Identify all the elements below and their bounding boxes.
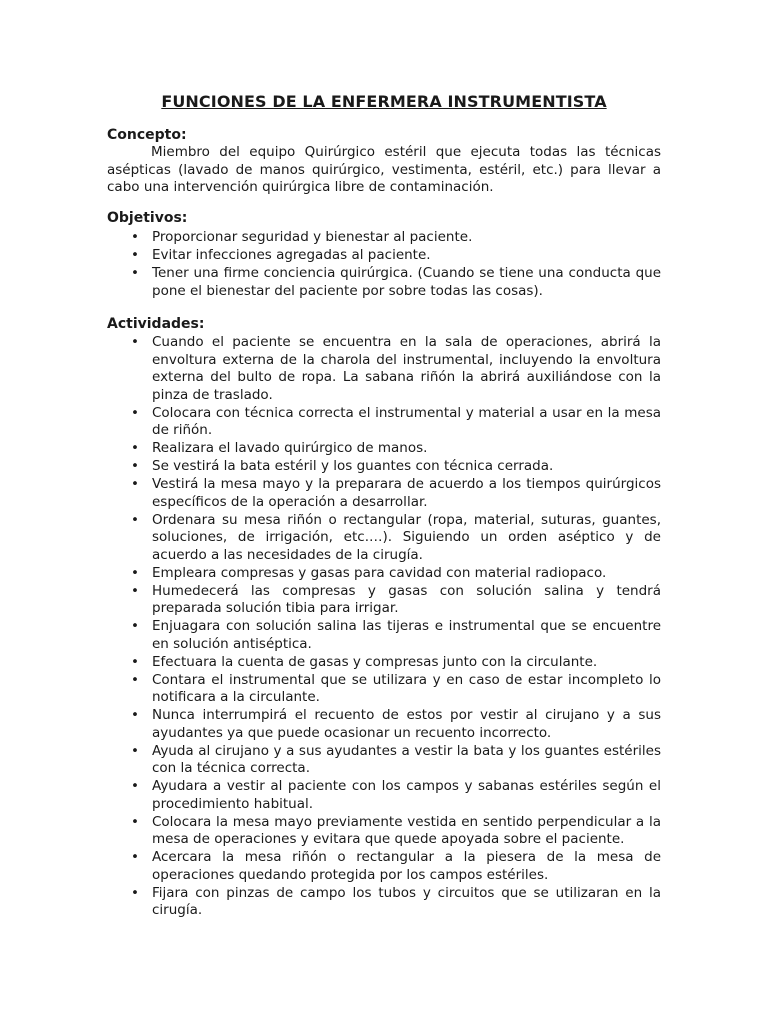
actividades-list bbox=[107, 334, 661, 920]
document-title: FUNCIONES DE LA ENFERMERA INSTRUMENTISTA bbox=[161, 92, 607, 111]
list-item: • Fijara con pinzas de campo los tubos y circuitos que se utilizaran en la cirugía. bbox=[107, 885, 661, 920]
list-item: • Efectuara la cuenta de gasas y compresas junto con la circulante. bbox=[107, 654, 661, 672]
list-item: • Humedecerá las compresas y gasas con solución salina y tendrá preparada solución tibia para irrigar. bbox=[107, 583, 661, 618]
list-item: • Ordenara su mesa riñón o rectangular (ropa, material, suturas, guantes, soluciones, de irrigación, etc.…). Siguiendo un orden aséptico y de acuerdo a las necesidades de la cirugía. bbox=[107, 512, 661, 565]
list-item: • Se vestirá la bata estéril y los guantes con técnica cerrada. bbox=[107, 458, 661, 476]
list-item: • Ayuda al cirujano y a sus ayudantes a vestir la bata y los guantes estériles con la técnica correcta. bbox=[107, 743, 661, 778]
list-item: • Contara el instrumental que se utilizara y en caso de estar incompleto lo notificara a la circulante. bbox=[107, 672, 661, 707]
list-item: • Acercara la mesa riñón o rectangular a la piesera de la mesa de operaciones quedando protegida por los campos estériles. bbox=[107, 849, 661, 884]
objetivos-heading: Objetivos: bbox=[107, 210, 188, 226]
objetivos-list bbox=[107, 229, 661, 301]
list-item: • Ayudara a vestir al paciente con los campos y sabanas estériles según el procedimiento habitual. bbox=[107, 778, 661, 813]
concepto-heading: Concepto: bbox=[107, 127, 187, 143]
list-item: • Cuando el paciente se encuentra en la sala de operaciones, abrirá la envoltura externa de la charola del instrumental, incluyendo la envoltura externa del bulto de ropa. La sabana riñón la abrirá auxiliándose con la pinza de traslado. bbox=[107, 334, 661, 404]
list-item: • Colocara con técnica correcta el instrumental y material a usar en la mesa de riñón. bbox=[107, 405, 661, 440]
list-item: • Colocara la mesa mayo previamente vestida en sentido perpendicular a la mesa de operaciones y evitara que quede apoyada sobre el paciente. bbox=[107, 814, 661, 849]
list-item: • Tener una firme conciencia quirúrgica. (Cuando se tiene una conducta que pone el bienestar del paciente por sobre todas las cosas). bbox=[107, 265, 661, 300]
list-item: • Nunca interrumpirá el recuento de estos por vestir al cirujano y a sus ayudantes ya que puede ocasionar un recuento incorrecto. bbox=[107, 707, 661, 742]
list-item: • Proporcionar seguridad y bienestar al paciente. bbox=[107, 229, 661, 247]
list-item: • Evitar infecciones agregadas al paciente. bbox=[107, 247, 661, 265]
concepto-text: Miembro del equipo Quirúrgico estéril que ejecuta todas las técnicas asépticas (lavado de manos quirúrgico, vestimenta, estéril, etc.) para llevar a cabo una intervención quirúrgica libre de contaminación. bbox=[107, 144, 661, 195]
list-item: • Enjuagara con solución salina las tijeras e instrumental que se encuentre en solución antiséptica. bbox=[107, 618, 661, 653]
list-item: • Vestirá la mesa mayo y la preparara de acuerdo a los tiempos quirúrgicos específicos de la operación a desarrollar. bbox=[107, 476, 661, 511]
list-item: • Realizara el lavado quirúrgico de manos. bbox=[107, 440, 661, 458]
list-item: • Empleara compresas y gasas para cavidad con material radiopaco. bbox=[107, 565, 661, 583]
actividades-heading: Actividades: bbox=[107, 316, 205, 332]
